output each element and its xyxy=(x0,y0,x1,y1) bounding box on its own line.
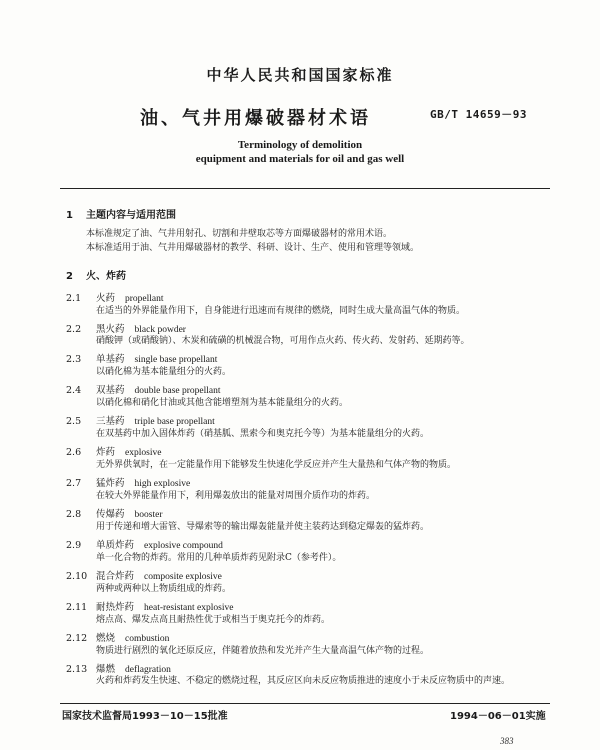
term-entry-head xyxy=(66,321,186,335)
term-number: 2.13 xyxy=(66,664,88,675)
term-en: propellant xyxy=(125,294,164,304)
term-definition: 在双基药中加入固体炸药（硝基胍、黑索今和奥克托今等）为基本能量组分的火药。 xyxy=(96,429,430,439)
term-cn: 燃烧 xyxy=(96,633,116,644)
term-entry-head xyxy=(66,351,217,365)
term-definition: 硝酸钾（或硝酸钠）、木炭和硫磺的机械混合物，可用作点火药、传火药、发射药、延期药等。 xyxy=(96,336,470,346)
term-entry-head xyxy=(66,506,162,520)
term-cn: 双基药 xyxy=(96,385,125,396)
footer-divider xyxy=(60,703,550,704)
national-standard-heading: 中华人民共和国国家标准 xyxy=(206,66,394,84)
section-title: 火、炸药 xyxy=(86,271,126,282)
term-entry-head xyxy=(66,444,161,458)
term-en: booster xyxy=(134,510,163,520)
term-number: 2.5 xyxy=(66,416,82,427)
term-en: heat-resistant explosive xyxy=(144,603,234,613)
term-number: 2.2 xyxy=(66,324,82,335)
section-1-paragraph-1: 本标准规定了油、气井用射孔、切割和井壁取芯等方面爆破器材的常用术语。 xyxy=(86,229,393,239)
term-definition: 在较大外界能量作用下，利用爆轰放出的能量对周围介质作功的炸药。 xyxy=(96,491,376,501)
term-cn: 三基药 xyxy=(96,416,125,427)
term-definition: 以硝化棉为基本能量组分的火药。 xyxy=(96,367,232,377)
term-cn: 火药 xyxy=(96,293,116,304)
standard-code: GB/T 14659－93 xyxy=(430,108,527,121)
title-en-line1: Terminology of demolition xyxy=(237,139,363,151)
document-title-en xyxy=(0,138,600,166)
section-1-paragraph-2: 本标准适用于油、气井用爆破器材的教学、科研、设计、生产、使用和管理等领域。 xyxy=(86,243,420,253)
term-number: 2.1 xyxy=(66,293,82,304)
section-1-heading xyxy=(66,206,176,221)
term-en: combustion xyxy=(125,634,170,644)
term-entry-head xyxy=(66,475,190,489)
term-number: 2.7 xyxy=(66,478,82,489)
term-definition: 熔点高、爆发点高且耐热性优于或相当于奥克托今的炸药。 xyxy=(96,615,331,625)
term-entry-head xyxy=(66,537,223,551)
term-cn: 耐热炸药 xyxy=(96,602,135,613)
term-en: triple base propellant xyxy=(134,417,215,427)
term-en: explosive compound xyxy=(144,541,223,551)
term-en: composite explosive xyxy=(144,572,222,582)
section-number: 1 xyxy=(66,210,73,221)
term-entry-head xyxy=(66,413,215,427)
page-number: 383 xyxy=(500,736,514,746)
term-number: 2.10 xyxy=(66,571,88,582)
term-entry-head xyxy=(66,599,233,613)
section-number: 2 xyxy=(66,271,73,282)
term-cn: 黑火药 xyxy=(96,324,125,335)
section-2-heading xyxy=(66,267,126,282)
term-entry-head xyxy=(66,290,164,304)
term-en: deflagration xyxy=(125,665,171,675)
term-entry-head xyxy=(66,661,171,675)
term-cn: 单质炸药 xyxy=(96,540,135,551)
term-number: 2.4 xyxy=(66,385,82,396)
term-cn: 炸药 xyxy=(96,447,116,458)
term-definition: 在适当的外界能量作用下，自身能进行迅速而有规律的燃烧，同时生成大量高温气体的物质。 xyxy=(96,306,466,316)
term-cn: 爆燃 xyxy=(96,664,116,675)
term-cn: 传爆药 xyxy=(96,509,125,520)
term-cn: 单基药 xyxy=(96,354,125,365)
term-en: high explosive xyxy=(134,479,191,489)
header-divider xyxy=(60,188,550,189)
term-entry-head xyxy=(66,568,222,582)
term-definition: 单一化合物的炸药。常用的几种单质炸药见附录C（参考件）。 xyxy=(96,553,342,563)
term-entry-head xyxy=(66,382,221,396)
term-definition: 无外界供氧时，在一定能量作用下能够发生快速化学反应并产生大量热和气体产物的物质。 xyxy=(96,460,457,470)
term-en: double base propellant xyxy=(134,386,221,396)
term-definition: 以硝化棉和硝化甘油或其他含能增塑剂为基本能量组分的火药。 xyxy=(96,398,349,408)
term-number: 2.11 xyxy=(66,602,88,613)
term-number: 2.12 xyxy=(66,633,88,644)
term-definition: 用于传递和增大雷管、导爆索等的输出爆轰能量并使主装药达到稳定爆轰的猛炸药。 xyxy=(96,522,430,532)
term-definition: 火药和炸药发生快速、不稳定的燃烧过程，其反应区向未反应物质推进的速度小于未反应物质中的声速。 xyxy=(96,676,511,686)
term-en: single base propellant xyxy=(134,355,218,365)
term-cn: 猛炸药 xyxy=(96,478,125,489)
term-en: black powder xyxy=(134,325,186,335)
term-definition: 物质进行剧烈的氧化还原反应，伴随着放热和发光并产生大量高温气体产物的过程。 xyxy=(96,646,430,656)
document-title-cn: 油、气井用爆破器材术语 xyxy=(140,108,371,129)
term-number: 2.8 xyxy=(66,509,82,520)
term-cn: 混合炸药 xyxy=(96,571,135,582)
term-en: explosive xyxy=(125,448,162,458)
term-entry-head xyxy=(66,630,169,644)
term-number: 2.3 xyxy=(66,354,82,365)
section-title: 主题内容与适用范围 xyxy=(86,210,176,221)
title-en-line2: equipment and materials for oil and gas well xyxy=(195,153,405,165)
term-number: 2.6 xyxy=(66,447,82,458)
term-number: 2.9 xyxy=(66,540,82,551)
implementation-date: 1994－06－01实施 xyxy=(450,711,546,722)
approval-date: 国家技术监督局1993－10－15批准 xyxy=(62,711,228,722)
term-definition: 两种或两种以上物质组成的炸药。 xyxy=(96,584,232,594)
